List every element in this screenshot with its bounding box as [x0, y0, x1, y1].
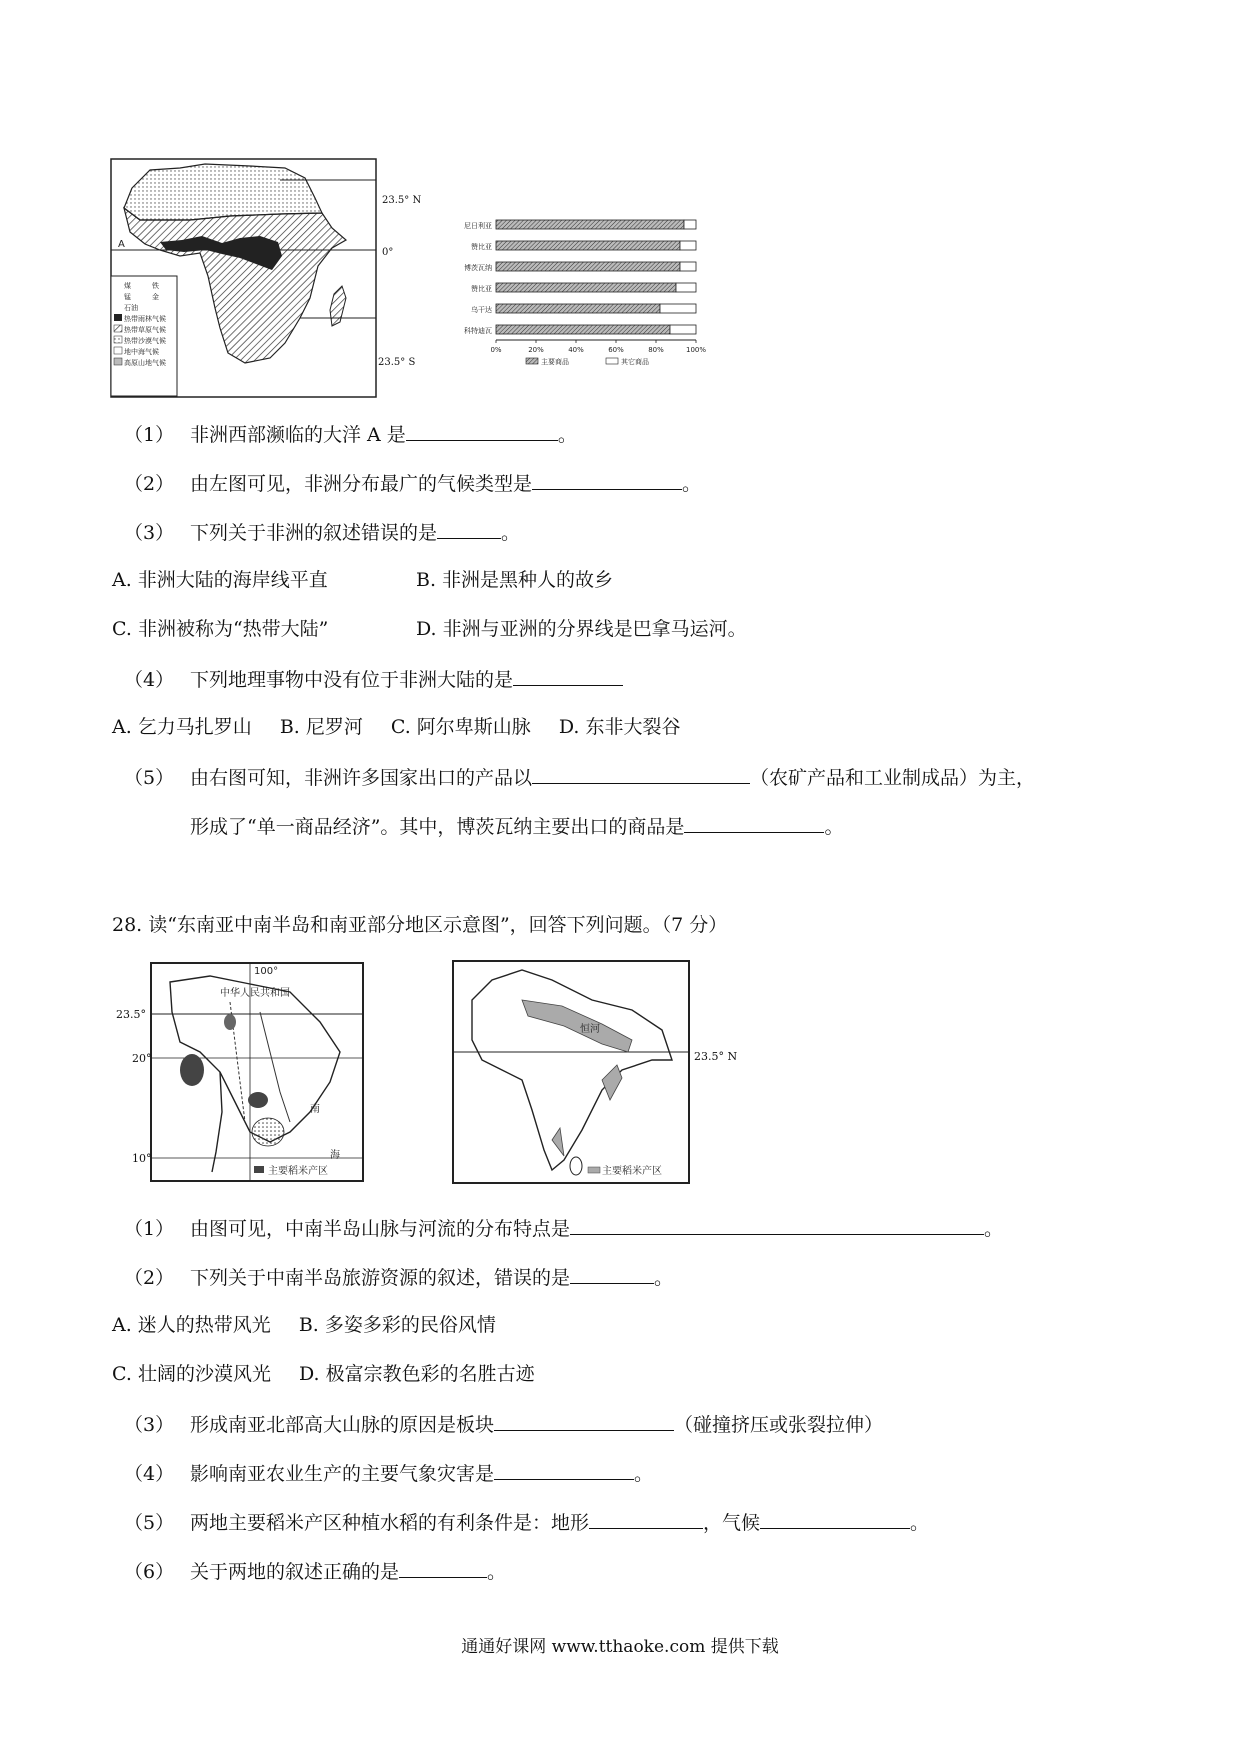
q28-3-end: （碰撞挤压或张裂拉伸） [674, 1414, 884, 1436]
q28-1-end: 。 [984, 1218, 1004, 1240]
q28-4-num: （4） [124, 1463, 175, 1485]
category-label: 尼日利亚 [464, 222, 492, 230]
lat-23-label: 23.5° [116, 1008, 146, 1021]
sahara-region [124, 164, 322, 220]
q28-5-blank-1[interactable] [589, 1508, 703, 1529]
q28-2 [124, 1263, 673, 1291]
q27-1-blank[interactable] [406, 420, 558, 441]
indochina-map [150, 962, 365, 1182]
q28-3-blank[interactable] [494, 1410, 674, 1431]
legend-mediterranean: 地中海气候 [124, 348, 159, 356]
q28-5-num: （5） [124, 1512, 175, 1534]
q27-2-end: 。 [682, 473, 702, 495]
q28-2-options-row2 [112, 1361, 563, 1387]
q27-3-end: 。 [501, 522, 521, 544]
rice-legend-label-2: 主要稻米产区 [602, 1166, 662, 1177]
q27-2-num: （2） [124, 473, 175, 495]
q28-6-end: 。 [487, 1561, 507, 1583]
q28-1-num: （1） [124, 1218, 175, 1240]
legend-iron: 铁 [152, 282, 159, 290]
south-asia-map [452, 960, 692, 1184]
q27-4-num: （4） [124, 669, 175, 691]
q28-4 [124, 1459, 653, 1487]
ocean-a-label: A [118, 239, 125, 250]
legend-coal: 煤 [124, 282, 131, 290]
q28-3 [124, 1410, 883, 1438]
south-asia-map-frame [453, 961, 689, 1183]
q28-6-text: 关于两地的叙述正确的是 [190, 1561, 400, 1583]
q27-5-blank-1[interactable] [532, 763, 750, 784]
q27-3-num: （3） [124, 522, 175, 544]
q28-5-blank-2[interactable] [760, 1508, 910, 1529]
q28-5-end: 。 [910, 1512, 930, 1534]
legend-swatch [606, 358, 618, 364]
q28-5-text: 两地主要稻米产区种植水稻的有利条件是：地形 [190, 1512, 590, 1534]
q27-3 [124, 518, 520, 546]
x-tick-label: 40% [568, 346, 584, 354]
bar-main-goods [496, 241, 680, 250]
legend-swatch [526, 358, 538, 364]
q28-6-blank[interactable] [399, 1557, 487, 1578]
bar-other-goods [670, 325, 696, 334]
q27-5-line2 [190, 812, 843, 840]
q27-4-option-b[interactable]: B. 尼罗河 [279, 716, 363, 738]
china-label: 中华人民共和国 [220, 988, 290, 999]
sea-label-2: 海 [330, 1150, 340, 1161]
q27-4-option-d[interactable]: D. 东非大裂谷 [558, 716, 681, 738]
category-label: 科特迪瓦 [464, 327, 492, 335]
bar-main-goods [496, 325, 670, 334]
q28-5 [124, 1508, 929, 1536]
q27-4-text: 下列地理事物中没有位于非洲大陆的是 [190, 669, 514, 691]
x-tick-label: 100% [685, 346, 707, 354]
legend-label: 其它商品 [621, 358, 649, 366]
africa-map [110, 158, 396, 398]
q28-4-end: 。 [634, 1463, 654, 1485]
lat-20-label: 20° [132, 1052, 152, 1065]
q28-2-options-row1 [112, 1312, 524, 1338]
rice-legend-swatch-2 [588, 1167, 600, 1173]
q28-title: 28. 读“东南亚中南半岛和南亚部分地区示意图”，回答下列问题。（7 分） [112, 914, 728, 936]
q27-1 [124, 420, 577, 448]
q28-2-option-c[interactable]: C. 壮阔的沙漠风光 [112, 1363, 271, 1385]
q28-2-end: 。 [654, 1267, 674, 1289]
q28-1-blank[interactable] [570, 1214, 984, 1235]
category-label: 赞比亚 [471, 285, 492, 293]
x-tick-label: 0% [490, 346, 502, 354]
q27-2 [124, 469, 701, 497]
legend-oil: 石油 [124, 304, 138, 312]
q27-1-num: （1） [124, 424, 175, 446]
ganges-label: 恒河 [580, 1024, 600, 1035]
q27-2-blank[interactable] [532, 469, 682, 490]
legend-label: 主要商品 [541, 358, 569, 366]
q27-3-option-d[interactable]: D. 非洲与亚洲的分界线是巴拿马运河。 [416, 618, 747, 640]
lon-100-label: 100° [254, 966, 279, 977]
q27-3-options-row1 [112, 567, 641, 593]
q28-4-text: 影响南亚农业生产的主要气象灾害是 [190, 1463, 495, 1485]
q28-2-num: （2） [124, 1267, 175, 1289]
q27-5-blank-2[interactable] [684, 812, 824, 833]
q27-1-end: 。 [557, 424, 577, 446]
q27-3-option-a[interactable]: A. 非洲大陆的海岸线平直 [112, 569, 328, 591]
legend-savanna: 热带草原气候 [124, 326, 166, 334]
q27-3-text: 下列关于非洲的叙述错误的是 [190, 522, 438, 544]
q28-5-mid: ，气候 [703, 1512, 761, 1534]
q27-4-option-a[interactable]: A. 乞力马扎罗山 [112, 716, 252, 738]
q28-6-num: （6） [124, 1561, 175, 1583]
q28-2-option-a[interactable]: A. 迷人的热带风光 [112, 1314, 271, 1336]
legend-rainforest: 热带雨林气候 [124, 315, 166, 323]
legend-manganese: 锰 [124, 293, 131, 301]
bar-other-goods [684, 220, 696, 229]
sea-label-1: 南 [310, 1104, 320, 1115]
q28-3-num: （3） [124, 1414, 175, 1436]
lat-10-label: 10° [132, 1152, 152, 1165]
legend-gold: 金 [152, 293, 159, 301]
bar-main-goods [496, 283, 676, 292]
rice-legend-label: 主要稻米产区 [268, 1166, 328, 1177]
tropic-label: 23.5° N [694, 1050, 738, 1063]
q28-4-blank[interactable] [494, 1459, 634, 1480]
lat-equator-label: 0° [382, 247, 394, 258]
x-tick-label: 20% [528, 346, 544, 354]
lat-south-label: 23.5° S [378, 357, 416, 368]
q27-3-options-row2 [112, 616, 775, 642]
legend-highland: 高原山地气候 [124, 359, 166, 367]
bar-other-goods [676, 283, 696, 292]
x-tick-label: 60% [608, 346, 624, 354]
q27-1-text: 非洲西部濒临的大洋 A 是 [190, 424, 406, 446]
q28-1-text: 由图可见，中南半岛山脉与河流的分布特点是 [190, 1218, 571, 1240]
q28-2-option-b[interactable]: B. 多姿多彩的民俗风情 [298, 1314, 496, 1336]
bar-main-goods [496, 220, 684, 229]
x-tick-label: 80% [648, 346, 664, 354]
bar-other-goods [680, 241, 696, 250]
q28-1 [124, 1214, 1003, 1242]
q28-2-blank[interactable] [570, 1263, 654, 1284]
q27-5-line2-end: 。 [824, 816, 844, 838]
q28-2-text: 下列关于中南半岛旅游资源的叙述，错误的是 [190, 1267, 571, 1289]
q27-5-text: 由右图可知，非洲许多国家出口的产品以 [190, 767, 533, 789]
q27-5 [124, 763, 1035, 791]
q27-3-blank[interactable] [437, 518, 501, 539]
footer-source: 通通好课网 www.tthaoke.com 提供下载 [461, 1637, 779, 1657]
q28-2-option-d[interactable]: D. 极富宗教色彩的名胜古迹 [298, 1363, 535, 1385]
bar-other-goods [680, 262, 696, 271]
category-label: 赞比亚 [471, 243, 492, 251]
q27-3-option-b[interactable]: B. 非洲是黑种人的故乡 [416, 569, 614, 591]
q28-3-text: 形成南亚北部高大山脉的原因是板块 [190, 1414, 495, 1436]
bar-main-goods [496, 304, 660, 313]
category-label: 乌干达 [471, 306, 492, 314]
q27-5-line2-text: 形成了“单一商品经济”。其中，博茨瓦纳主要出口的商品是 [190, 816, 685, 838]
bar-other-goods [660, 304, 696, 313]
q27-4-options [112, 714, 708, 740]
q27-4-blank[interactable] [513, 665, 623, 686]
q27-5-paren: （农矿产品和工业制成品）为主， [750, 767, 1036, 789]
q27-5-num: （5） [124, 767, 175, 789]
bar-main-goods [496, 262, 680, 271]
q27-4-option-c[interactable]: C. 阿尔卑斯山脉 [390, 716, 531, 738]
q28-6 [124, 1557, 506, 1585]
category-label: 博茨瓦纳 [464, 264, 492, 272]
legend-desert: 热带沙漠气候 [124, 337, 166, 345]
q27-2-text: 由左图可见，非洲分布最广的气候类型是 [190, 473, 533, 495]
export-bar-chart [442, 208, 712, 393]
lat-north-label: 23.5° N [382, 195, 422, 206]
rice-legend-swatch [254, 1166, 264, 1173]
q27-3-option-c[interactable]: C. 非洲被称为“热带大陆” [112, 618, 329, 640]
q27-4 [124, 665, 623, 693]
